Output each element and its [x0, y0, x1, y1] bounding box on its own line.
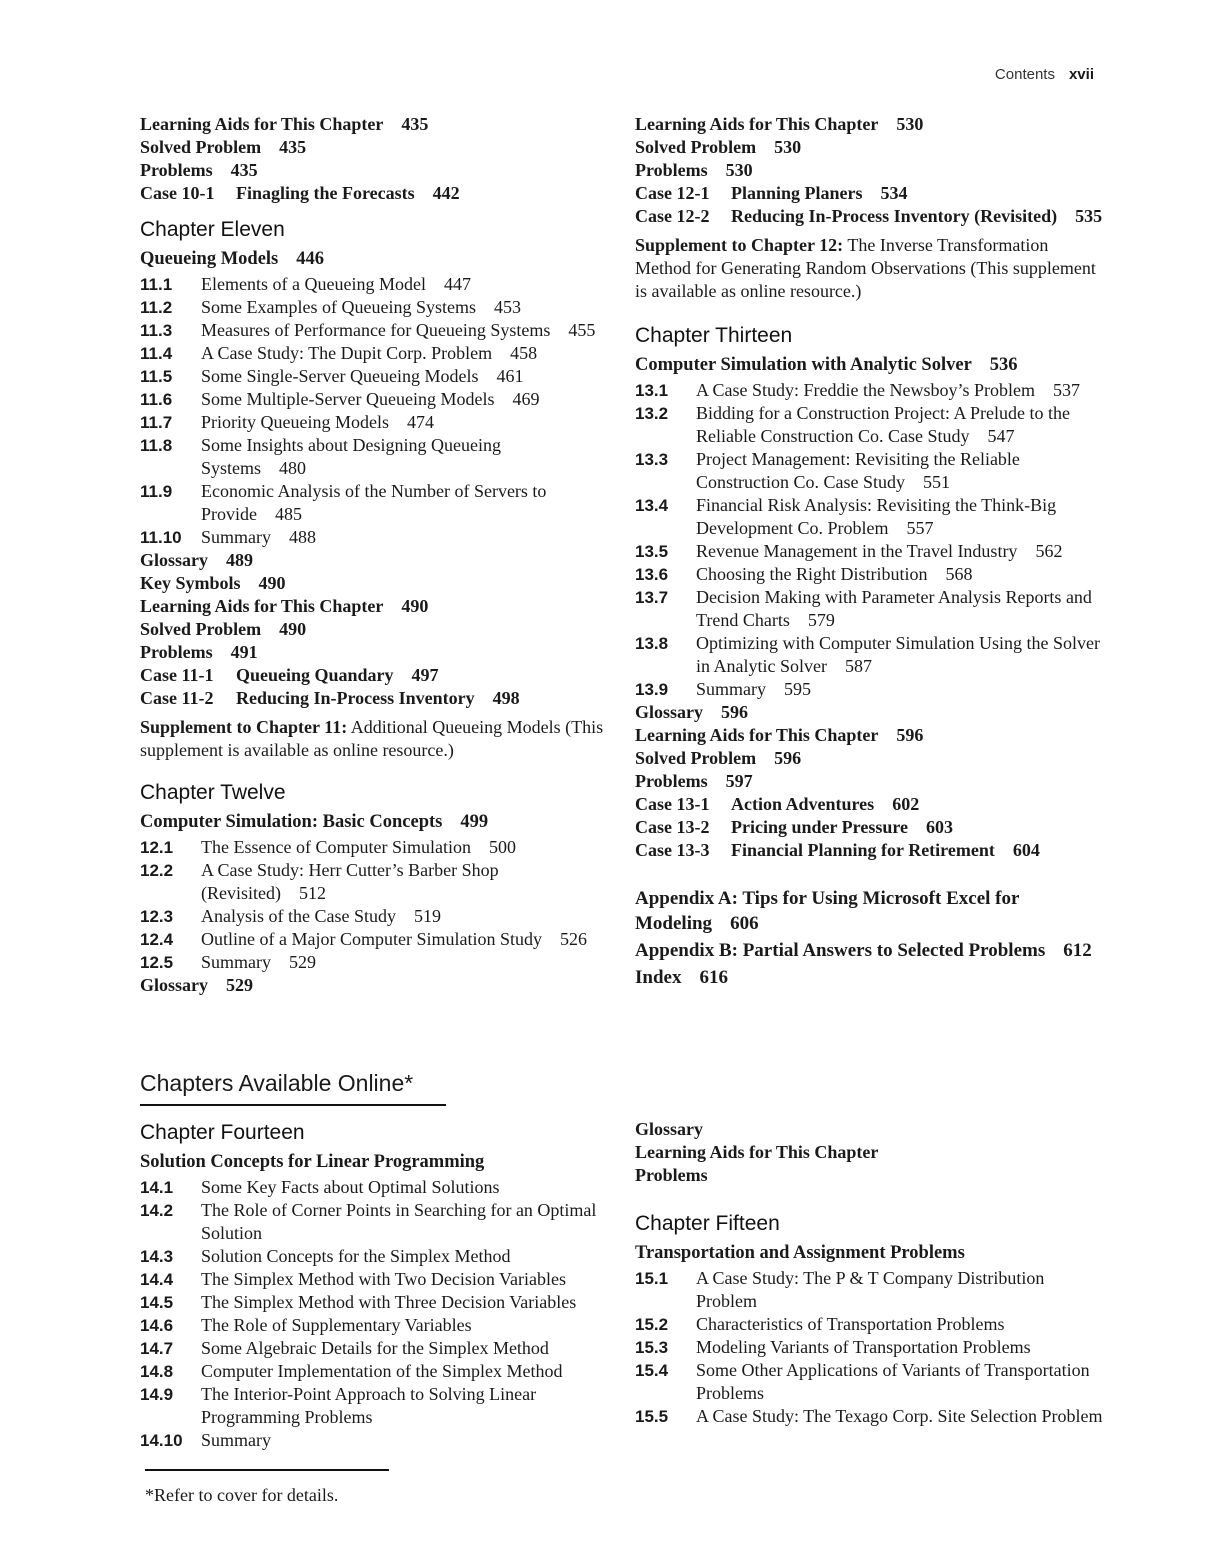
- section-title: The Role of Corner Points in Searching for an Optimal Solution: [201, 1200, 597, 1243]
- section-text: [696, 448, 1105, 494]
- section-number: 14.9: [140, 1385, 174, 1404]
- section-page: 562: [1035, 541, 1063, 561]
- section-text: [696, 1267, 1105, 1313]
- section-title: A Case Study: The Dupit Corp. Problem: [201, 343, 493, 363]
- case-page: 535: [1075, 206, 1103, 226]
- section-entry: [140, 1429, 610, 1452]
- toc-page: 596: [896, 725, 924, 745]
- section-entry: [635, 678, 1105, 701]
- toc-label: Learning Aids for This Chapter: [635, 725, 879, 745]
- chapter-subtitle: Computer Simulation: Basic Concepts 499: [140, 812, 489, 832]
- section-text: [201, 1245, 610, 1268]
- case-page: 497: [411, 665, 439, 685]
- appendix-list: [635, 886, 1105, 990]
- section-entry: [140, 1337, 610, 1360]
- section-number: 12.4: [140, 930, 174, 949]
- section-page: 474: [406, 412, 434, 432]
- section-title: A Case Study: Freddie the Newsboy’s Problem: [696, 380, 1035, 400]
- section-entry: [140, 1383, 610, 1429]
- section-number: 15.4: [635, 1361, 669, 1380]
- toc-line: Glossary 529: [140, 975, 254, 995]
- section-page: 526: [559, 929, 587, 949]
- section-number: 11.8: [140, 436, 173, 455]
- toc-label: Glossary: [635, 702, 704, 722]
- section-entry: [140, 388, 610, 411]
- section-entry: [140, 365, 610, 388]
- case-title: Reducing In-Process Inventory: [236, 688, 475, 708]
- section-page: 461: [496, 366, 524, 386]
- header-page-number: xvii: [1068, 66, 1094, 83]
- case-title: Pricing under Pressure: [731, 817, 908, 837]
- toc-page: 490: [401, 596, 429, 616]
- section-title: Financial Risk Analysis: Revisiting the Think-Big Development Co. Problem: [696, 495, 1057, 538]
- section-page: 595: [784, 679, 811, 699]
- section-title: Analysis of the Case Study: [201, 906, 396, 926]
- appendix-title: Appendix B: Partial Answers to Selected Problems: [635, 940, 1046, 961]
- section-text: [201, 1176, 610, 1199]
- toc-line: [635, 747, 1105, 770]
- toc-page: 489: [226, 550, 254, 570]
- section-entry: [140, 411, 610, 434]
- case-list: [635, 182, 1105, 228]
- toc-page: 596: [774, 748, 802, 768]
- toc-label: Solved Problem: [635, 748, 757, 768]
- section-list: [140, 273, 610, 549]
- section-title: Computer Implementation of the Simplex Method: [201, 1361, 563, 1381]
- section-number: 14.6: [140, 1316, 174, 1335]
- left-column-bottom: [140, 1118, 610, 1452]
- chapter-title: Chapter Eleven: [140, 218, 285, 241]
- section-page: 500: [488, 837, 516, 857]
- section-page: 568: [945, 564, 973, 584]
- toc-line: [635, 724, 1105, 747]
- section-number: 13.2: [635, 404, 669, 423]
- section-number: 13.6: [635, 565, 669, 584]
- section-entry: [635, 1336, 1105, 1359]
- appendix-entry: [635, 965, 1105, 990]
- section-title: The Interior-Point Approach to Solving Linear Programming Problems: [201, 1384, 537, 1427]
- section-number: 15.2: [635, 1315, 669, 1334]
- section-entry: [140, 342, 610, 365]
- toc-line: Glossary: [635, 1119, 704, 1139]
- header-contents-label: Contents: [994, 66, 1055, 83]
- section-number: 14.1: [140, 1178, 174, 1197]
- section-text: [696, 494, 1105, 540]
- section-title: The Simplex Method with Two Decision Variables: [201, 1269, 567, 1289]
- toc-page: 490: [258, 573, 286, 593]
- section-text: [696, 632, 1105, 678]
- section-title: Characteristics of Transportation Problems: [696, 1314, 1005, 1334]
- section-title: Decision Making with Parameter Analysis Reports and Trend Charts: [696, 587, 1092, 630]
- case-line: [635, 816, 1105, 839]
- appendix-title: Index: [635, 967, 682, 988]
- section-text: [696, 540, 1105, 563]
- section-entry: [635, 540, 1105, 563]
- section-text: [201, 836, 610, 859]
- section-title: Optimizing with Computer Simulation Using the Solver in Analytic Solver: [696, 633, 1100, 676]
- section-text: [696, 1405, 1105, 1428]
- section-text: [696, 1313, 1105, 1336]
- section-text: [201, 1314, 610, 1337]
- section-title: Revenue Management in the Travel Industry: [696, 541, 1018, 561]
- section-page: 447: [443, 274, 471, 294]
- toc-label: Glossary: [140, 550, 209, 570]
- section-entry: [140, 1360, 610, 1383]
- toc-page: 530: [774, 137, 802, 157]
- toc-line: [635, 159, 1105, 182]
- chapter-title: Chapter Thirteen: [635, 324, 793, 347]
- section-page: 512: [298, 883, 326, 903]
- section-text: [201, 1199, 610, 1245]
- chapter-extras: [635, 113, 1105, 182]
- case-id: Case 11-2: [140, 688, 214, 708]
- section-text: [201, 480, 610, 526]
- section-page: 547: [987, 426, 1015, 446]
- section-number: 11.9: [140, 482, 173, 501]
- section-number: 12.5: [140, 953, 174, 972]
- toc-page: 597: [725, 771, 753, 791]
- section-page: 537: [1052, 380, 1080, 400]
- section-text: [201, 434, 610, 480]
- section-entry: [635, 586, 1105, 632]
- section-number: 11.4: [140, 344, 173, 363]
- case-title: Financial Planning for Retirement: [731, 840, 995, 860]
- section-title: Summary: [201, 952, 271, 972]
- section-number: 15.5: [635, 1407, 669, 1426]
- toc-line: Learning Aids for This Chapter: [635, 1142, 879, 1162]
- toc-line: Problems: [635, 1165, 708, 1185]
- section-page: 455: [568, 320, 596, 340]
- toc-label: Learning Aids for This Chapter: [140, 596, 384, 616]
- footnote: *Refer to cover for details.: [145, 1485, 339, 1505]
- toc-label: Problems: [635, 771, 708, 791]
- section-text: [201, 1360, 610, 1383]
- section-text: [201, 273, 610, 296]
- supplement-note: Supplement to Chapter 11: Additional Queueing Models (This supplement is available as online resource.): [140, 717, 604, 760]
- chapter-extras: [635, 1118, 1105, 1187]
- chapter-extras: [140, 549, 610, 664]
- section-title: Some Other Applications of Variants of Transportation Problems: [696, 1360, 1090, 1403]
- section-number: 13.4: [635, 496, 669, 515]
- section-entry: [140, 1291, 610, 1314]
- section-title: Some Multiple-Server Queueing Models: [201, 389, 495, 409]
- section-number: 13.7: [635, 588, 669, 607]
- section-text: [696, 563, 1105, 586]
- toc-line: [140, 618, 610, 641]
- case-id: Case 12-2: [635, 206, 710, 226]
- section-entry: [140, 319, 610, 342]
- section-entry: [635, 494, 1105, 540]
- section-list: [140, 1176, 610, 1452]
- section-title: Some Algebraic Details for the Simplex Method: [201, 1338, 549, 1358]
- section-title: Measures of Performance for Queueing Systems: [201, 320, 551, 340]
- toc-label: Learning Aids for This Chapter: [635, 114, 879, 134]
- case-page: 534: [880, 183, 908, 203]
- section-title: Modeling Variants of Transportation Problems: [696, 1337, 1031, 1357]
- section-text: [201, 365, 610, 388]
- section-text: [696, 678, 1105, 701]
- left-column-top: [140, 113, 610, 997]
- section-number: 11.3: [140, 321, 173, 340]
- appendix-page: 616: [699, 967, 728, 988]
- section-title: Bidding for a Construction Project: A Prelude to the Reliable Construction Co. Case Study: [696, 403, 1070, 446]
- heading-underline: [140, 1104, 446, 1106]
- case-line: [140, 687, 610, 710]
- section-entry: [140, 928, 610, 951]
- toc-label: Solved Problem: [635, 137, 757, 157]
- section-number: 14.8: [140, 1362, 174, 1381]
- section-number: 11.5: [140, 367, 173, 386]
- section-number: 11.2: [140, 298, 173, 317]
- section-number: 12.3: [140, 907, 174, 926]
- case-id: Case 11-1: [140, 665, 214, 685]
- section-title: Some Examples of Queueing Systems: [201, 297, 476, 317]
- appendix-page: 606: [730, 913, 759, 934]
- section-title: A Case Study: The Texago Corp. Site Selection Problem: [696, 1406, 1103, 1426]
- section-title: A Case Study: Herr Cutter’s Barber Shop (Revisited): [201, 860, 499, 903]
- case-page: 602: [892, 794, 920, 814]
- section-number: 15.3: [635, 1338, 669, 1357]
- section-text: [201, 526, 610, 549]
- case-id: Case 13-2: [635, 817, 710, 837]
- section-title: Outline of a Major Computer Simulation Study: [201, 929, 542, 949]
- section-text: [696, 1359, 1105, 1405]
- section-entry: [140, 1245, 610, 1268]
- case-line: [635, 205, 1105, 228]
- section-title: The Role of Supplementary Variables: [201, 1315, 472, 1335]
- appendix-title: Appendix A: Tips for Using Microsoft Excel for Modeling: [635, 888, 1020, 934]
- section-number: 13.1: [635, 381, 669, 400]
- section-number: 11.6: [140, 390, 173, 409]
- section-text: [201, 1291, 610, 1314]
- section-text: [201, 388, 610, 411]
- section-entry: [635, 1405, 1105, 1428]
- case-title: Reducing In-Process Inventory (Revisited): [731, 206, 1058, 226]
- section-number: 11.7: [140, 413, 173, 432]
- section-text: [201, 1429, 610, 1452]
- section-entry: [635, 1313, 1105, 1336]
- section-entry: [140, 273, 610, 296]
- section-entry: [140, 296, 610, 319]
- section-text: [696, 1336, 1105, 1359]
- chapter-title: Chapter Twelve: [140, 781, 286, 804]
- section-title: A Case Study: The P & T Company Distribution Problem: [696, 1268, 1045, 1311]
- case-list: [635, 793, 1105, 862]
- section-title: Project Management: Revisiting the Reliable Construction Co. Case Study: [696, 449, 1020, 492]
- section-entry: [635, 379, 1105, 402]
- section-number: 14.7: [140, 1339, 174, 1358]
- section-entry: [635, 632, 1105, 678]
- case-id: Case 12-1: [635, 183, 710, 203]
- section-number: 13.3: [635, 450, 669, 469]
- supplement-note: Supplement to Chapter 12: The Inverse Transformation Method for Generating Random Observations (This supplement is available as online resource.): [635, 235, 1096, 301]
- section-title: Choosing the Right Distribution: [696, 564, 928, 584]
- section-entry: [140, 1176, 610, 1199]
- section-entry: [140, 1314, 610, 1337]
- section-page: 458: [510, 343, 538, 363]
- toc-page: 490: [279, 619, 307, 639]
- section-title: The Essence of Computer Simulation: [201, 837, 471, 857]
- section-page: 551: [923, 472, 951, 492]
- toc-line: [140, 595, 610, 618]
- section-text: [201, 1337, 610, 1360]
- section-number: 11.10: [140, 528, 182, 547]
- section-text: [201, 342, 610, 365]
- section-title: Some Single-Server Queueing Models: [201, 366, 479, 386]
- section-text: [201, 951, 610, 974]
- section-entry: [635, 448, 1105, 494]
- case-page: 603: [926, 817, 953, 837]
- section-title: Elements of a Queueing Model: [201, 274, 426, 294]
- section-number: 11.1: [140, 275, 173, 294]
- case-line: [635, 793, 1105, 816]
- case-title: Action Adventures: [731, 794, 875, 814]
- section-entry: [140, 434, 610, 480]
- toc-line: [635, 113, 1105, 136]
- toc-line: Problems 435: [140, 160, 258, 180]
- section-entry: [140, 859, 610, 905]
- section-title: Priority Queueing Models: [201, 412, 389, 432]
- toc-line: [140, 549, 610, 572]
- case-page: 604: [1012, 840, 1040, 860]
- section-text: [201, 411, 610, 434]
- case-page: 498: [492, 688, 520, 708]
- toc-line: [635, 136, 1105, 159]
- section-number: 12.2: [140, 861, 174, 880]
- toc-line: [635, 701, 1105, 724]
- toc-label: Solved Problem: [140, 619, 262, 639]
- section-title: Some Key Facts about Optimal Solutions: [201, 1177, 500, 1197]
- running-header: [995, 66, 1094, 84]
- section-text: [696, 402, 1105, 448]
- section-text: [696, 586, 1105, 632]
- case-line: Case 10-1 Finagling the Forecasts 442: [140, 183, 460, 203]
- toc-page: 596: [721, 702, 749, 722]
- case-line: [140, 664, 610, 687]
- appendix-entry: [635, 886, 1105, 936]
- chapter-subtitle: Queueing Models 446: [140, 249, 324, 269]
- section-page: 529: [289, 952, 316, 972]
- section-number: 14.2: [140, 1201, 174, 1220]
- section-text: [201, 296, 610, 319]
- case-id: Case 13-3: [635, 840, 710, 860]
- section-title: Summary: [201, 527, 271, 547]
- chapter-title: Chapter Fourteen: [140, 1121, 305, 1144]
- footnote-rule: [145, 1469, 389, 1471]
- section-entry: [635, 1267, 1105, 1313]
- section-title: The Simplex Method with Three Decision Variables: [201, 1292, 577, 1312]
- chapter-subtitle: Transportation and Assignment Problems: [635, 1243, 965, 1263]
- toc-page: 491: [230, 642, 258, 662]
- right-column-bottom: [635, 1118, 1105, 1428]
- section-page: 485: [275, 504, 302, 524]
- section-page: 488: [289, 527, 316, 547]
- section-page: 480: [279, 458, 307, 478]
- section-number: 13.5: [635, 542, 669, 561]
- section-number: 14.4: [140, 1270, 174, 1289]
- case-list: [140, 664, 610, 710]
- section-text: [201, 1383, 610, 1429]
- section-list: [140, 836, 610, 974]
- section-text: [201, 1268, 610, 1291]
- section-page: 453: [493, 297, 521, 317]
- section-text: [201, 905, 610, 928]
- section-title: Economic Analysis of the Number of Servers to Provide: [201, 481, 547, 524]
- case-line: [635, 182, 1105, 205]
- right-column-top: [635, 113, 1105, 992]
- section-entry: [140, 951, 610, 974]
- chapter-extras: [635, 701, 1105, 793]
- section-text: [201, 859, 610, 905]
- toc-line: [635, 770, 1105, 793]
- section-entry: [140, 480, 610, 526]
- appendix-entry: [635, 938, 1105, 963]
- section-text: [201, 928, 610, 951]
- chapter-subtitle: Computer Simulation with Analytic Solver 536: [635, 355, 1018, 375]
- section-entry: [635, 402, 1105, 448]
- section-entry: [140, 836, 610, 859]
- case-title: Planning Planers: [731, 183, 863, 203]
- section-page: 519: [414, 906, 441, 926]
- section-title: Some Insights about Designing Queueing Systems: [201, 435, 501, 478]
- section-entry: [635, 563, 1105, 586]
- section-number: 14.3: [140, 1247, 174, 1266]
- appendix-page: 612: [1063, 940, 1092, 961]
- section-title: Summary: [696, 679, 766, 699]
- toc-line: [140, 572, 610, 595]
- section-page: 557: [906, 518, 934, 538]
- toc-label: Key Symbols: [140, 573, 241, 593]
- section-entry: [140, 526, 610, 549]
- toc-label: Problems: [635, 160, 708, 180]
- section-entry: [140, 905, 610, 928]
- toc-page: 530: [896, 114, 924, 134]
- section-page: 469: [512, 389, 540, 409]
- section-page: 579: [807, 610, 835, 630]
- section-number: 13.9: [635, 680, 669, 699]
- section-number: 14.10: [140, 1431, 183, 1450]
- section-number: 14.5: [140, 1293, 174, 1312]
- section-number: 15.1: [635, 1269, 669, 1288]
- section-text: [696, 379, 1105, 402]
- toc-line: Solved Problem 435: [140, 137, 307, 157]
- section-number: 13.8: [635, 634, 669, 653]
- case-line: [635, 839, 1105, 862]
- section-entry: [635, 1359, 1105, 1405]
- online-chapters-heading: Chapters Available Online*: [140, 1070, 414, 1096]
- section-number: 12.1: [140, 838, 174, 857]
- case-title: Queueing Quandary: [236, 665, 394, 685]
- section-title: Summary: [201, 1430, 271, 1450]
- section-page: 587: [844, 656, 872, 676]
- section-list: [635, 1267, 1105, 1428]
- section-title: Solution Concepts for the Simplex Method: [201, 1246, 511, 1266]
- toc-label: Problems: [140, 642, 213, 662]
- section-text: [201, 319, 610, 342]
- chapter-subtitle: Solution Concepts for Linear Programming: [140, 1152, 485, 1172]
- case-id: Case 13-1: [635, 794, 710, 814]
- chapter-title: Chapter Fifteen: [635, 1212, 780, 1235]
- section-entry: [140, 1199, 610, 1245]
- toc-page: 530: [725, 160, 753, 180]
- toc-line: Learning Aids for This Chapter 435: [140, 114, 429, 134]
- section-entry: [140, 1268, 610, 1291]
- section-list: [635, 379, 1105, 701]
- toc-line: [140, 641, 610, 664]
